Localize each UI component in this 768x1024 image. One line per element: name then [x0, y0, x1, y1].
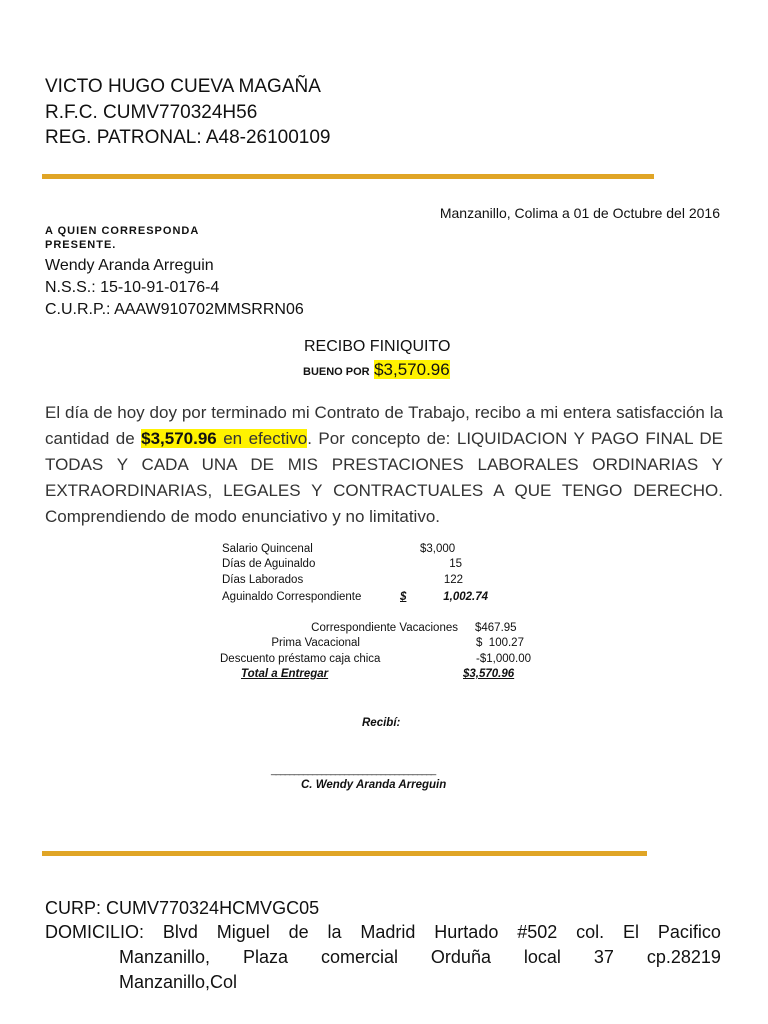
bueno-por-amount: $3,570.96: [374, 360, 450, 379]
dias-laborados-value: 122: [443, 574, 463, 586]
domicilio-word: cp.28219: [646, 947, 721, 967]
body-text-part2: . Por concepto de: LIQUIDACION Y PAGO FINAL DE TODAS Y CADA UNA DE MIS PRESTACIONES LABORALES ORDINARIAS Y EXTRAORDINARIAS, LEGALES Y CONTRACTUALES A QUE TENGO DERECHO. Comprendiendo de modo enunciativo y no limitativo.: [45, 429, 723, 526]
domicilio-word: comercial: [320, 947, 398, 967]
employer-reg-patronal: REG. PATRONAL: A48-26100109: [45, 127, 331, 148]
aguinaldo-symbol: $: [400, 591, 407, 603]
footer-domicilio: [45, 920, 721, 995]
total-value: $3,570.96: [463, 668, 515, 680]
domicilio-word: Plaza: [242, 947, 289, 967]
domicilio-word: Pacifico: [657, 922, 721, 942]
domicilio-word: de: [288, 922, 309, 942]
bueno-por-label: BUENO POR: [303, 366, 370, 378]
prima-value: 100.27: [488, 637, 524, 649]
domicilio-word: la: [327, 922, 342, 942]
footer-curp: CURP: CUMV770324HCMVGC05: [45, 898, 320, 918]
prima-label: Prima Vacacional: [271, 637, 360, 649]
total-label: Total a Entregar: [241, 668, 329, 680]
footer-divider: [42, 851, 647, 856]
recibi-label: Recibí:: [362, 717, 401, 729]
aguinaldo-label: Aguinaldo Correspondiente: [222, 591, 362, 603]
signature-name: C. Wendy Aranda Arreguin: [301, 779, 447, 791]
vacaciones-value: $467.95: [475, 622, 517, 634]
body-cash: en efectivo: [216, 429, 308, 448]
dias-laborados-label: Días Laborados: [222, 574, 304, 586]
employee-nss: N.S.S.: 15-10-91-0176-4: [45, 279, 220, 296]
dias-aguinaldo-value: 15: [449, 558, 462, 570]
domicilio-word: Orduña: [430, 947, 491, 967]
domicilio-word: Blvd: [162, 922, 198, 942]
domicilio-word: Madrid: [360, 922, 416, 942]
domicilio-word: #502: [517, 922, 558, 942]
salario-label: Salario Quincenal: [222, 543, 313, 555]
employer-name: VICTO HUGO CUEVA MAGAÑA: [45, 76, 321, 97]
descuento-label: Descuento préstamo caja chica: [220, 653, 381, 665]
domicilio-word: DOMICILIO:: [45, 922, 145, 942]
body-text-part1: El día de hoy doy por terminado mi Contrato de Trabajo, recibo a mi entera satisfacción la cantidad de: [45, 403, 723, 448]
salutation-line1: A QUIEN CORRESPONDA: [45, 225, 200, 237]
prima-value-group: [476, 636, 524, 651]
vacaciones-label: Correspondiente Vacaciones: [311, 622, 458, 634]
domicilio-word: El: [622, 922, 639, 942]
date-line: Manzanillo, Colima a 01 de Octubre del 2016: [439, 205, 720, 221]
aguinaldo-total: [400, 590, 488, 605]
header-divider: [42, 174, 654, 179]
salario-value: $3,000: [420, 543, 456, 555]
domicilio-line-1: [45, 920, 721, 945]
body-amount: $3,570.96: [141, 429, 217, 448]
body-amount-highlight: [141, 429, 307, 448]
aguinaldo-value: 1,002.74: [443, 591, 488, 603]
domicilio-word: Manzanillo,: [119, 947, 211, 967]
domicilio-word: 37: [593, 947, 614, 967]
employee-curp: C.U.R.P.: AAAW910702MMSRRN06: [45, 301, 304, 318]
domicilio-line-2: [45, 945, 721, 970]
domicilio-word: local: [523, 947, 561, 967]
prima-symbol: $: [476, 637, 483, 649]
receipt-title: RECIBO FINIQUITO: [304, 338, 451, 355]
signature-line: ____________________________________: [271, 765, 436, 776]
employer-rfc: R.F.C. CUMV770324H56: [45, 102, 258, 123]
domicilio-word: col.: [576, 922, 605, 942]
domicilio-word: Miguel: [216, 922, 270, 942]
descuento-value: -$1,000.00: [476, 653, 531, 665]
dias-aguinaldo-label: Días de Aguinaldo: [222, 558, 316, 570]
domicilio-word: Hurtado: [434, 922, 499, 942]
salutation-line2: PRESENTE.: [45, 239, 117, 251]
domicilio-line-3: Manzanillo,Col: [119, 972, 238, 992]
employee-name: Wendy Aranda Arreguin: [45, 257, 214, 274]
bueno-por: [303, 360, 450, 380]
body-paragraph: [45, 400, 723, 530]
